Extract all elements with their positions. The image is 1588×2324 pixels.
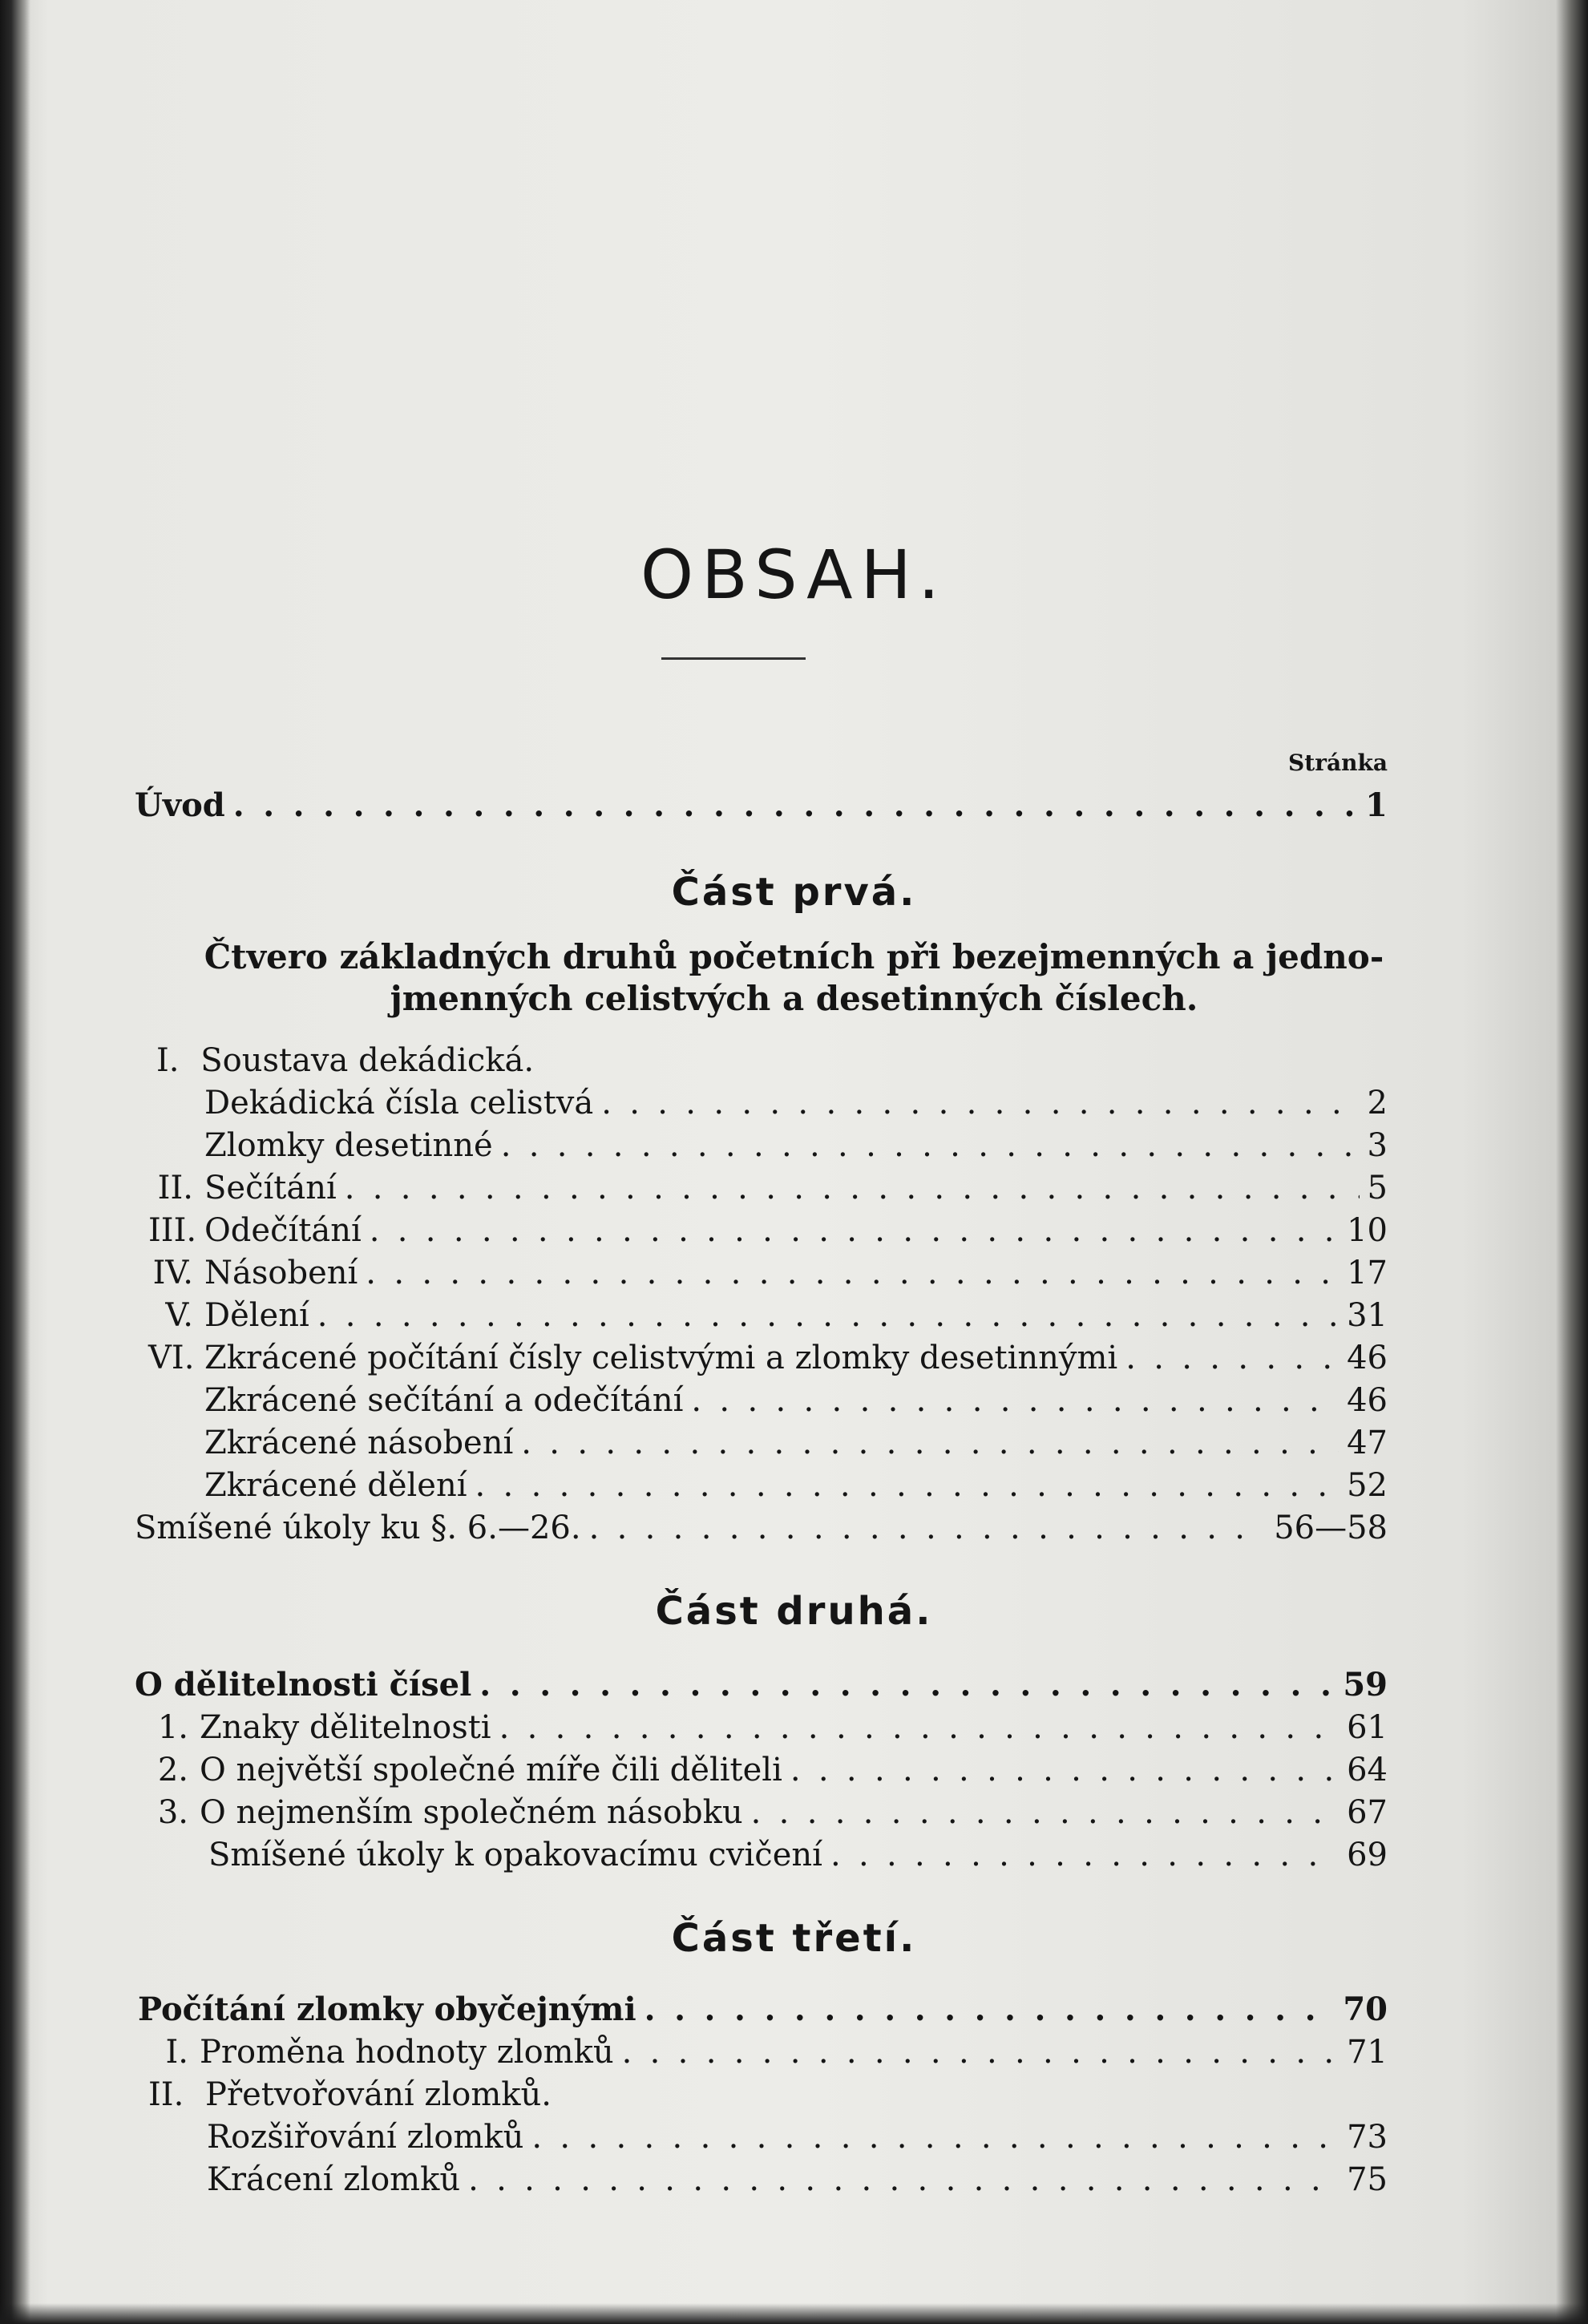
entry-label: Krácení zlomků (207, 2161, 461, 2198)
toc-entry[interactable] (156, 1708, 1388, 1748)
leader-dots (589, 1508, 1267, 1548)
entry-page: 3 (1367, 1127, 1388, 1164)
leader-dots (499, 1708, 1339, 1748)
leader-dots (622, 2032, 1339, 2072)
leader-dots (1125, 1338, 1339, 1378)
entry-label: Zkrácené násobení (204, 1425, 514, 1461)
leader-dots (479, 1665, 1335, 1705)
leader-dots (790, 1750, 1339, 1790)
page-title: OBSAH. (640, 536, 948, 614)
entry-label: Zkrácené dělení (204, 1467, 467, 1504)
entry-page: 64 (1347, 1752, 1388, 1788)
entry-page: 1 (1365, 786, 1388, 824)
entry-label: Odečítání (204, 1212, 362, 1249)
leader-dots (531, 2117, 1339, 2157)
entry-label: Zkrácené sečítání a odečítání (204, 1382, 684, 1419)
entry-page: 56—58 (1274, 1510, 1388, 1546)
toc-entry[interactable] (148, 1295, 1388, 1336)
entry-number: I. (165, 2034, 188, 2071)
entry-page: 17 (1347, 1255, 1388, 1291)
entry-label: Násobení (204, 1255, 358, 1291)
toc-entry[interactable] (207, 2160, 1388, 2200)
toc-entry[interactable] (208, 1835, 1388, 1875)
toc-entry-intro[interactable] (135, 786, 1388, 826)
entry-number: IV. (152, 1255, 193, 1291)
entry-label: Dekádická čísla celistvá (204, 1085, 594, 1122)
part-subtitle: jmenných celistvých a desetinných číslech. (390, 979, 1198, 1018)
part-subtitle: Čtvero základných druhů početních při bezejmenných a jedno- (204, 937, 1384, 976)
entry-number: I. (156, 1042, 180, 1079)
entry-page: 70 (1343, 1991, 1388, 2028)
page-right-edge (1556, 0, 1588, 2324)
toc-entry[interactable] (204, 1083, 1388, 1123)
toc-entry[interactable] (156, 1041, 534, 1081)
entry-label: Počítání zlomky obyčejnými (138, 1991, 636, 2028)
leader-dots (830, 1835, 1339, 1875)
entry-label: O největší společné míře čili děliteli (200, 1752, 782, 1788)
page-left-edge (0, 0, 30, 2324)
toc-entry[interactable] (156, 2032, 1388, 2072)
leader-dots (751, 1793, 1339, 1833)
entry-number: VI. (148, 1340, 195, 1376)
toc-entry[interactable] (204, 1380, 1388, 1421)
entry-number: II. (148, 2076, 184, 2113)
leader-dots (475, 1465, 1339, 1506)
entry-number: 1. (157, 1709, 188, 1746)
entry-page: 10 (1347, 1212, 1388, 1249)
entry-page: 2 (1367, 1085, 1388, 1122)
toc-entry[interactable] (156, 1750, 1388, 1790)
part-heading: Část třetí. (671, 1916, 917, 1961)
entry-number: III. (148, 1212, 197, 1249)
entry-label: Dělení (204, 1297, 309, 1334)
toc-entry[interactable] (204, 1465, 1388, 1506)
leader-dots (644, 1990, 1335, 2030)
entry-page: 5 (1367, 1170, 1388, 1206)
entry-label: O dělitelnosti čísel (135, 1666, 472, 1704)
leader-dots (345, 1168, 1360, 1208)
entry-label: Zkrácené počítání čísly celistvými a zlomky desetinnými (204, 1340, 1118, 1376)
entry-label: Smíšené úkoly k opakovacímu cvičení (208, 1837, 822, 1873)
entry-page: 67 (1347, 1794, 1388, 1831)
toc-entry[interactable] (207, 2117, 1388, 2157)
leader-dots (468, 2160, 1339, 2200)
entry-page: 75 (1347, 2161, 1388, 2198)
toc-entry[interactable] (138, 1990, 1388, 2030)
entry-label: Přetvořování zlomků. (205, 2076, 552, 2113)
title-rule (661, 657, 806, 660)
entry-label: Smíšené úkoly ku §. 6.—26. (135, 1510, 581, 1546)
leader-dots (317, 1295, 1339, 1336)
entry-number: 3. (157, 1794, 188, 1831)
toc-entry[interactable] (156, 1793, 1388, 1833)
toc-entry[interactable] (148, 1211, 1388, 1251)
entry-number: 2. (157, 1752, 188, 1788)
entry-label: Proměna hodnoty zlomků (200, 2034, 614, 2071)
toc-entry[interactable] (135, 1665, 1388, 1705)
entry-label: Úvod (135, 786, 225, 824)
toc-entry[interactable] (148, 1253, 1388, 1293)
leader-dots (366, 1253, 1339, 1293)
toc-entry[interactable] (204, 1126, 1388, 1166)
entry-page: 71 (1347, 2034, 1388, 2071)
entry-page: 31 (1347, 1297, 1388, 1334)
toc-entry[interactable] (204, 1423, 1388, 1463)
page-column-header: Stránka (1288, 750, 1388, 776)
leader-dots (521, 1423, 1339, 1463)
entry-label: Sečítání (204, 1170, 337, 1206)
entry-label: Soustava dekádická. (200, 1042, 535, 1079)
leader-dots (601, 1083, 1359, 1123)
entry-number: II. (157, 1170, 193, 1206)
entry-page: 46 (1347, 1382, 1388, 1419)
entry-page: 59 (1343, 1666, 1388, 1704)
toc-entry[interactable] (148, 1338, 1388, 1378)
entry-number: V. (165, 1297, 193, 1334)
part-heading: Část prvá. (671, 870, 917, 915)
entry-label: Znaky dělitelnosti (200, 1709, 491, 1746)
leader-dots (691, 1380, 1339, 1421)
entry-page: 52 (1347, 1467, 1388, 1504)
toc-entry[interactable] (148, 2075, 552, 2115)
toc-entry[interactable] (148, 1168, 1388, 1208)
leader-dots (370, 1211, 1339, 1251)
entry-label: Rozšiřování zlomků (207, 2119, 524, 2156)
entry-label: O nejmenším společném násobku (200, 1794, 743, 1831)
entry-page: 46 (1347, 1340, 1388, 1376)
part-heading: Část druhá. (655, 1589, 933, 1634)
entry-page: 73 (1347, 2119, 1388, 2156)
entry-page: 69 (1347, 1837, 1388, 1873)
entry-page: 47 (1347, 1425, 1388, 1461)
leader-dots (501, 1126, 1360, 1166)
entry-label: Zlomky desetinné (204, 1127, 493, 1164)
entry-page: 61 (1347, 1709, 1388, 1746)
toc-entry[interactable] (135, 1508, 1388, 1548)
page-bottom-edge (0, 2303, 1588, 2324)
leader-dots (233, 786, 1357, 826)
